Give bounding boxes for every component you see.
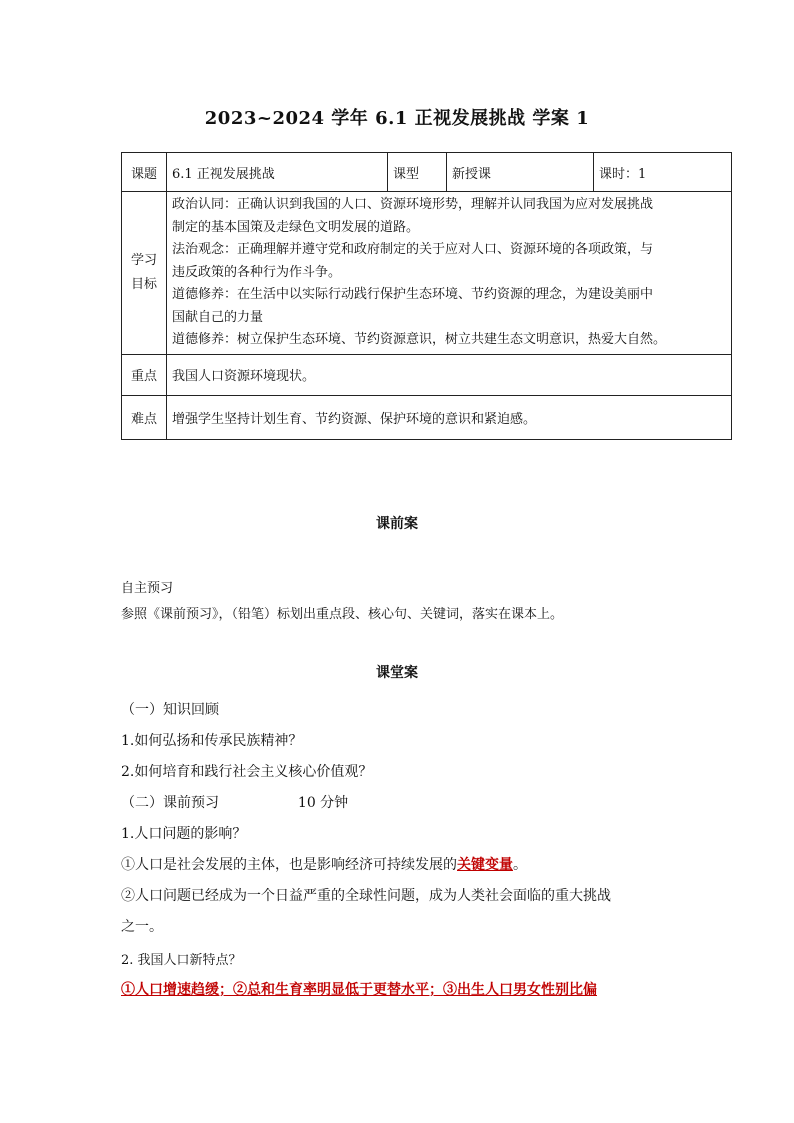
topic-label: 课题: [122, 153, 167, 192]
objective-line: 国献自己的力量: [172, 309, 264, 325]
objective-line: 法治观念：正确理解并遵守党和政府制定的关于应对人口、资源环境的各项政策，与: [172, 242, 654, 257]
inclass-heading: 课堂案: [376, 665, 418, 681]
part2-time: 10 分钟: [297, 795, 349, 811]
answer-3-2-line1: ②人口问题已经成为一个日益严重的全球性问题，成为人类社会面临的重大挑战: [121, 888, 611, 904]
part2-heading: [121, 792, 348, 812]
part2-title: （二）课前预习: [121, 795, 219, 811]
difficulty-label: 难点: [122, 395, 167, 439]
part1-heading: （一）知识回顾: [121, 702, 219, 718]
question-1: 1.如何弘扬和传承民族精神？: [121, 733, 303, 749]
question-4: 2. 我国人口新特点？: [121, 953, 242, 968]
difficulty-value: 增强学生坚持计划生育、节约资源、保护环境的意识和紧迫感。: [167, 395, 732, 439]
key-point-label: 重点: [122, 354, 167, 395]
table-row: [122, 354, 732, 395]
table-row: [122, 192, 732, 355]
objective-line: 制定的基本国策及走绿色文明发展的道路。: [172, 219, 420, 235]
objectives-cell: [167, 192, 732, 355]
objectives-label: [122, 192, 167, 355]
preclass-heading: 课前案: [376, 516, 418, 532]
preclass-instruction: 参照《课前预习》，（铅笔）标划出重点段、核心句、关键词，落实在课本上。: [121, 607, 564, 622]
question-2: 2.如何培育和践行社会主义核心价值观？: [121, 764, 373, 780]
objective-line: 政治认同：正确认识到我国的人口、资源环境形势，理解并认同我国为应对发展挑战: [172, 197, 654, 212]
answer-3-1-keyword: 关键变量: [457, 857, 513, 873]
objective-line: 道德修养：在生活中以实际行动践行保护生态环境、节约资源的理念，为建设美丽中: [172, 287, 654, 302]
type-value: 新授课: [447, 153, 594, 192]
period-cell: 课时：1: [594, 153, 732, 192]
question-3: 1.人口问题的影响？: [121, 826, 247, 842]
objective-line: 违反政策的各种行为作斗争。: [172, 264, 342, 280]
objectives-label-text: 学习目标: [130, 252, 157, 292]
answer-3-1: [121, 854, 527, 874]
type-label: 课型: [388, 153, 447, 192]
self-study-heading: 自主预习: [121, 581, 174, 596]
objective-line: 道德修养：树立保护生态环境、节约资源意识，树立共建生态文明意识，热爱大自然。: [172, 332, 667, 347]
answer-3-1-text: ①人口是社会发展的主体，也是影响经济可持续发展的: [121, 857, 457, 873]
table-row: [122, 153, 732, 192]
topic-value: 6.1 正视发展挑战: [167, 153, 388, 192]
lesson-info-table: [121, 152, 732, 440]
page-title: 2023~2024 学年 6.1 正视发展挑战 学案 1: [204, 108, 590, 129]
answer-3-1-end: 。: [513, 857, 527, 873]
answer-4: ①人口增速趋缓；②总和生育率明显低于更替水平；③出生人口男女性别比偏: [121, 982, 597, 998]
table-row: [122, 395, 732, 439]
key-point-value: 我国人口资源环境现状。: [167, 354, 732, 395]
answer-3-2-line2: 之一。: [121, 919, 163, 935]
